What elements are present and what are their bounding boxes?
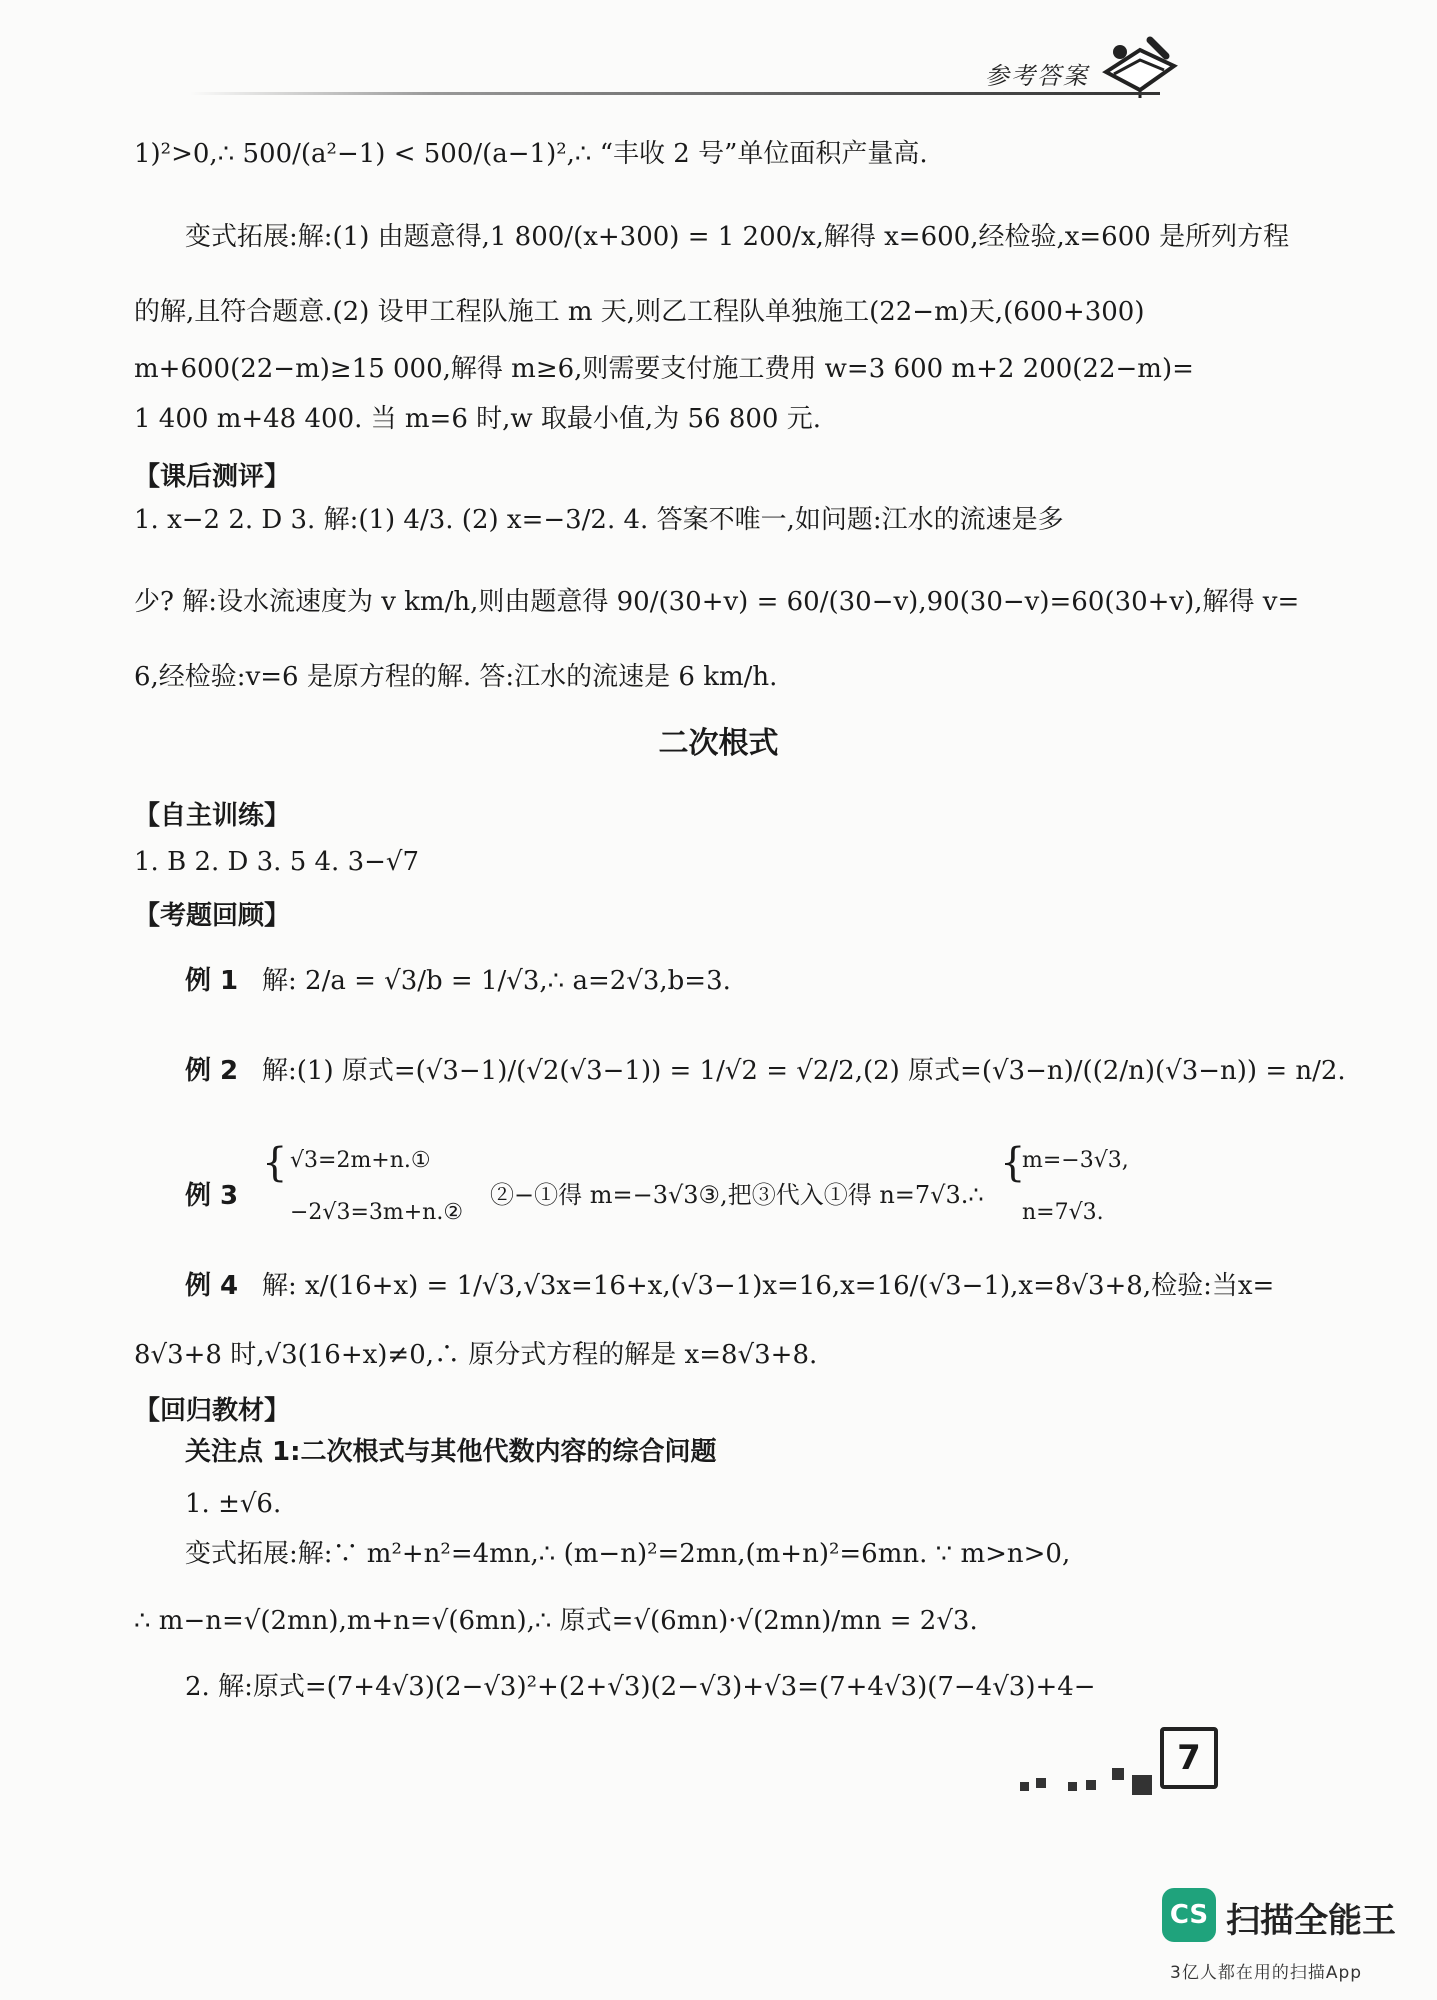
example-body: ②−①得 m=−3√3③,把③代入①得 n=7√3.∴ — [490, 1181, 984, 1209]
brace-left: { — [262, 1140, 288, 1186]
text-line: m+600(22−m)≥15 000,解得 m≥6,则需要支付施工费用 w=3 600 m+2 200(22−m)= — [134, 354, 1194, 384]
decor-square — [1112, 1768, 1124, 1780]
example-body: 解: 2/a = √3/b = 1/√3,∴ a=2√3,b=3. — [262, 966, 731, 996]
example-label: 例 1 — [185, 966, 239, 996]
text-line: 1. ±√6. — [185, 1489, 282, 1519]
header-rule — [190, 92, 1160, 95]
section-heading: 【考题回顾】 — [134, 901, 291, 931]
example-label: 例 4 — [185, 1271, 239, 1301]
decor-square — [1086, 1780, 1096, 1790]
text-line: 1 400 m+48 400. 当 m=6 时,w 取最小值,为 56 800 元. — [134, 404, 821, 434]
decor-square — [1036, 1778, 1046, 1788]
text-line: ∴ m−n=√(2mn),m+n=√(6mn),∴ 原式=√(6mn)·√(2mn)/mn = 2√3. — [134, 1606, 978, 1636]
decor-square — [1132, 1775, 1152, 1795]
section-heading: 【自主训练】 — [134, 801, 291, 831]
text-line: 1)²>0,∴ 500/(a²−1) < 500/(a−1)²,∴ “丰收 2 号”单位面积产量高. — [134, 139, 928, 169]
example-label: 例 2 — [185, 1056, 239, 1086]
equation-1: √3=2m+n.① — [290, 1148, 431, 1173]
solution-n: n=7√3. — [1022, 1200, 1104, 1225]
camscanner-logo: CS — [1162, 1888, 1216, 1942]
text-line: 变式拓展:解:∵ m²+n²=4mn,∴ (m−n)²=2mn,(m+n)²=6mn. ∵ m>n>0, — [185, 1539, 1071, 1569]
example-label: 例 3 — [185, 1181, 239, 1211]
camscanner-tagline: 3亿人都在用的扫描App — [1170, 1963, 1363, 1983]
section-heading: 【课后测评】 — [134, 462, 291, 492]
camscanner-name: 扫描全能王 — [1226, 1901, 1396, 1941]
text-line: 少? 解:设水流速度为 v km/h,则由题意得 90/(30+v) = 60/(30−v),90(30−v)=60(30+v),解得 v= — [134, 587, 1300, 617]
equation-2: −2√3=3m+n.② — [290, 1200, 464, 1225]
brace-right: { — [1000, 1140, 1026, 1186]
text-line: 的解,且符合题意.(2) 设甲工程队施工 m 天,则乙工程队单独施工(22−m)天,(600+300) — [134, 297, 1145, 327]
page-title: 二次根式 — [658, 726, 779, 761]
text-line: 2. 解:原式=(7+4√3)(2−√3)²+(2+√3)(2−√3)+√3=(7+4√3)(7−4√3)+4− — [185, 1672, 1096, 1702]
decor-square — [1068, 1782, 1077, 1791]
section-heading: 【回归教材】 — [134, 1396, 291, 1426]
decor-square — [1020, 1782, 1029, 1791]
example-body: 解:(1) 原式=(√3−1)/(√2(√3−1)) = 1/√2 = √2/2,(2) 原式=(√3−n)/((2/n)(√3−n)) = n/2. — [262, 1056, 1346, 1086]
text-line: 6,经检验:v=6 是原方程的解. 答:江水的流速是 6 km/h. — [134, 662, 778, 692]
solution-m: m=−3√3, — [1022, 1148, 1129, 1173]
text-line: 变式拓展:解:(1) 由题意得,1 800/(x+300) = 1 200/x,解得 x=600,经检验,x=600 是所列方程 — [185, 222, 1290, 252]
text-line: 1. x−2 2. D 3. 解:(1) 4/3. (2) x=−3/2. 4. 答案不唯一,如问题:江水的流速是多 — [134, 505, 1064, 535]
focus-heading: 关注点 1:二次根式与其他代数内容的综合问题 — [185, 1437, 717, 1467]
page-number: 7 — [1160, 1727, 1218, 1789]
header-label: 参考答案 — [985, 62, 1089, 90]
text-line: 8√3+8 时,√3(16+x)≠0,∴ 原分式方程的解是 x=8√3+8. — [134, 1340, 818, 1370]
text-line: 1. B 2. D 3. 5 4. 3−√7 — [134, 847, 420, 877]
example-body: 解: x/(16+x) = 1/√3,√3x=16+x,(√3−1)x=16,x=16/(√3−1),x=8√3+8,检验:当x= — [262, 1271, 1275, 1301]
